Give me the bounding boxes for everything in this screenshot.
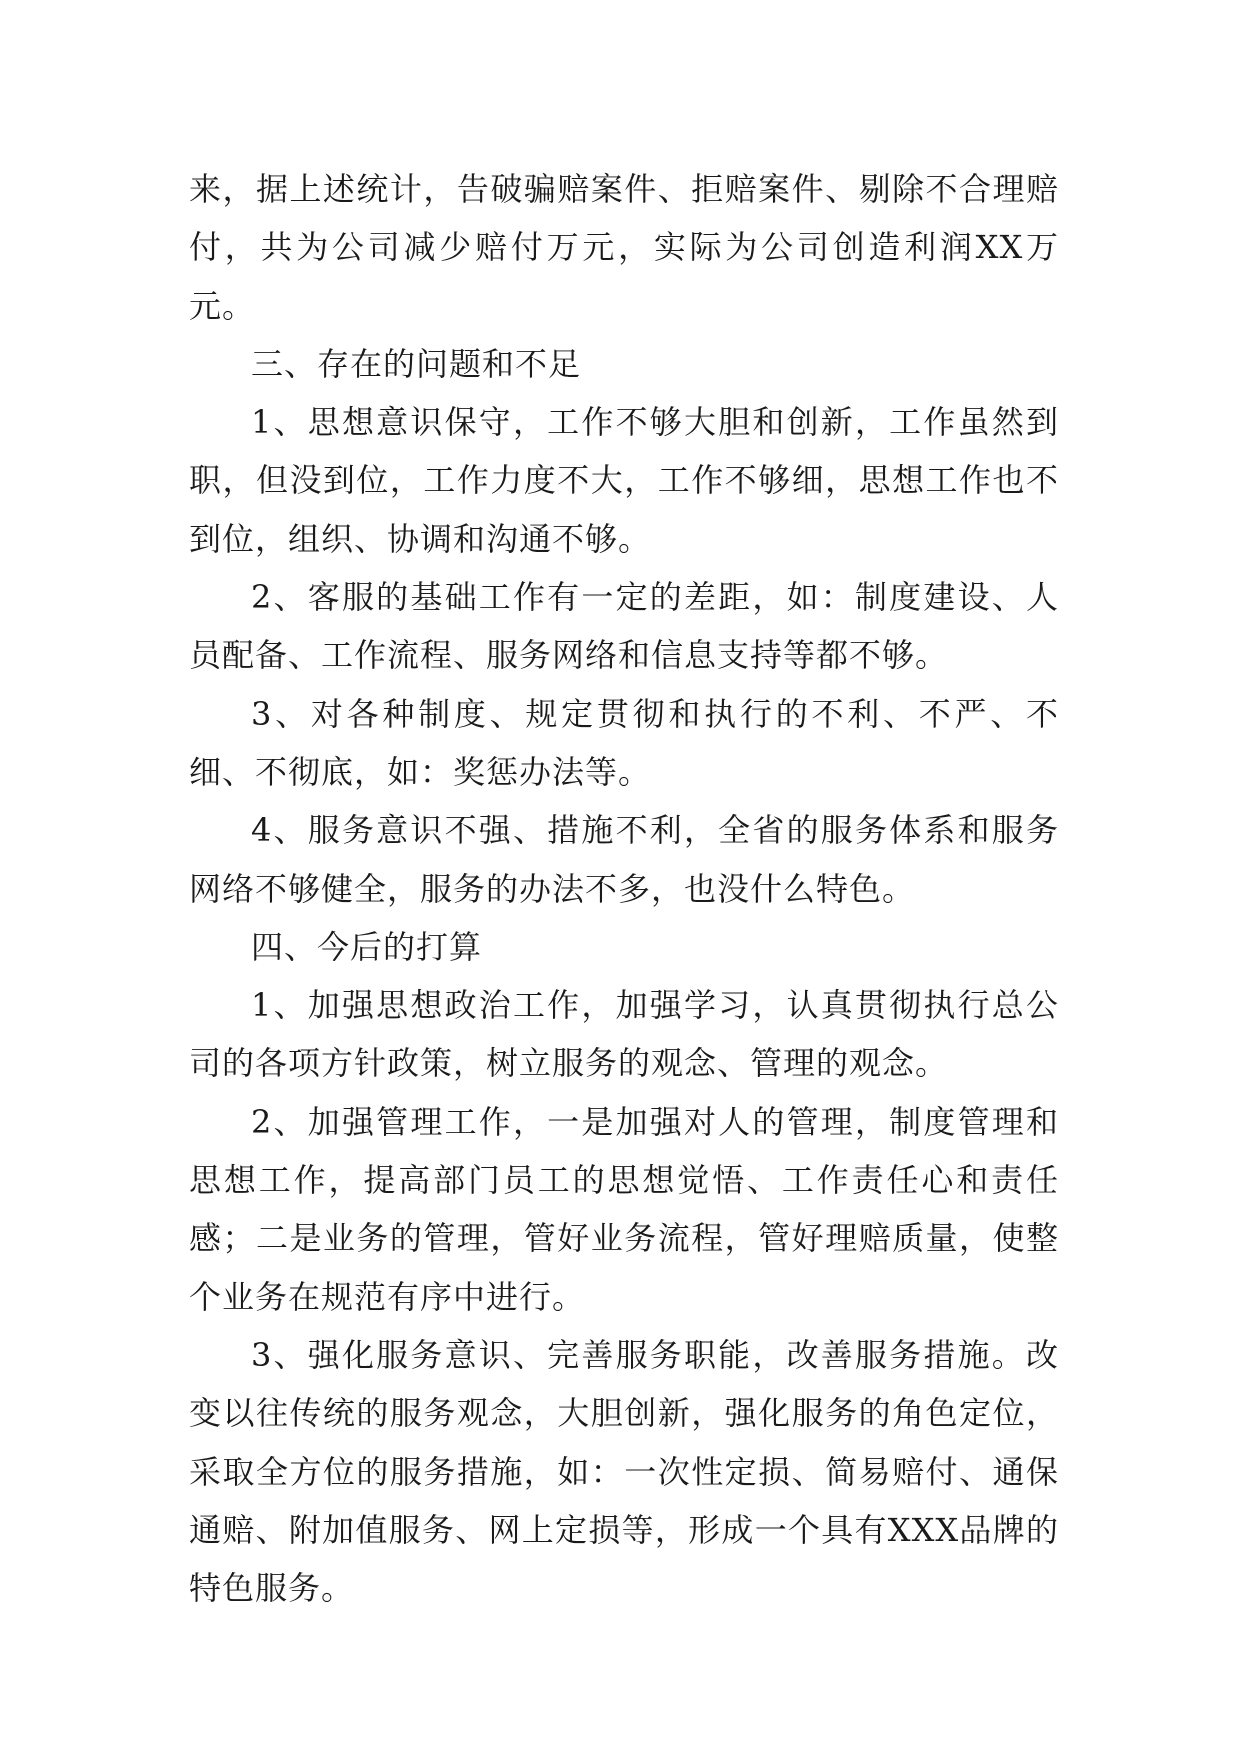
plan-item-3: 3、强化服务意识、完善服务职能，改善服务措施。改变以往传统的服务观念，大胆创新，强化服务的角色定位，采取全方位的服务措施，如：一次性定损、简易赔付、通保通赔、附加值服务、网上定损等，形成一个具有XXX品牌的特色服务。 [189, 1335, 1059, 1608]
problem-item-1: 1、思想意识保守，工作不够大胆和创新，工作虽然到职，但没到位，工作力度不大，工作不够细，思想工作也不到位，组织、协调和沟通不够。 [189, 403, 1059, 558]
problem-item-3: 3、对各种制度、规定贯彻和执行的不利、不严、不细、不彻底，如：奖惩办法等。 [189, 694, 1059, 791]
plan-item-1: 1、加强思想政治工作，加强学习，认真贯彻执行总公司的各项方针政策，树立服务的观念、管理的观念。 [189, 986, 1059, 1083]
problem-item-2: 2、客服的基础工作有一定的差距，如：制度建设、人员配备、工作流程、服务网络和信息支持等都不够。 [189, 578, 1059, 675]
paragraph-continuation: 来，据上述统计，告破骗赔案件、拒赔案件、剔除不合理赔付，共为公司减少赔付万元，实际为公司创造利润XX万元。 [189, 170, 1059, 325]
section-heading-plans: 四、今后的打算 [251, 927, 483, 966]
plan-item-2: 2、加强管理工作，一是加强对人的管理，制度管理和思想工作，提高部门员工的思想觉悟、工作责任心和责任感；二是业务的管理，管好业务流程，管好理赔质量，使整个业务在规范有序中进行。 [189, 1102, 1059, 1316]
document-body [189, 160, 1059, 1617]
problem-item-4: 4、服务意识不强、措施不利，全省的服务体系和服务网络不够健全，服务的办法不多，也没什么特色。 [189, 811, 1059, 908]
section-heading-problems: 三、存在的问题和不足 [251, 344, 582, 383]
